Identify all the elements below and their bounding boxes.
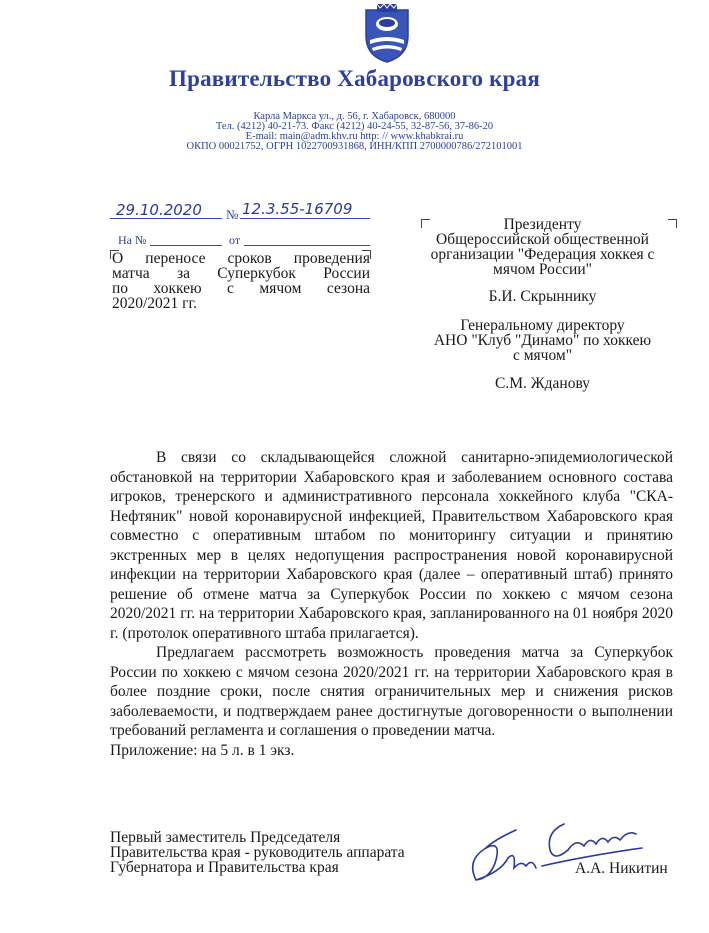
from-label: от — [229, 233, 241, 247]
handwritten-signature-icon — [446, 810, 646, 890]
position-line: Губернатора и Правительства края — [110, 859, 339, 876]
addressee-first-name: Б.И. Скрыннику — [488, 288, 597, 305]
attachment-note: Приложение: на 5 л. в 1 экз. — [110, 741, 295, 759]
subject-line: матча за Суперкубок России — [112, 265, 370, 282]
letterhead-codes: ОКПО 00021752, ОГРН 1022700931868, ИНН/КПП 2700000786/272101001 — [186, 141, 523, 152]
letterhead-title: Правительство Хабаровского края — [169, 66, 540, 91]
letterhead-phone: Тел. (4212) 40-21-73. Факс (4212) 40-24-55, 32-87-56, 37-86-20 — [215, 121, 494, 132]
subject-line: О переносе сроков проведения — [112, 250, 370, 267]
letterhead-address: Карла Маркса ул., д. 56, г. Хабаровск, 680000 — [253, 111, 456, 122]
body-paragraph-1: В связи со складывающейся сложной санитарно-эпидемиологической обстановкой на территории Хабаровского края и заболеванием основного состава игроков, тренерского и административного персонала хоккейного клуба "СКА-Нефтяник" новой коронавирусной инфекцией, Правительством Хабаровского края совместно с оперативным штабом по мониторингу ситуации и принятию экстренных мер в целях недопущения распространения новой коронавирусной инфекции на территории Хабаровского края (далее – оперативный штаб) принято решение об отмене матча за Суперкубок России по хоккею с мячом сезона 2020/2021 гг. на территории Хабаровского края, запланированного на 01 ноября 2020 г. (протолок оперативного штаба прилагается). — [110, 449, 673, 642]
subject-line: 2020/2021 гг. — [112, 295, 198, 312]
letterhead-email: E-mail: main@adm.khv.ru http: // www.khabkrai.ru — [245, 131, 464, 142]
ref-underline — [150, 245, 222, 246]
addressee-line: Генеральному директору — [460, 317, 625, 334]
date-underline — [110, 218, 222, 219]
addressee-line: Президенту — [503, 216, 582, 233]
addressee-line: Общероссийской общественной — [436, 231, 649, 248]
letter-body — [110, 448, 673, 760]
addressee-line: с мячом" — [512, 347, 573, 364]
addressee-line: организации "Федерация хоккея с — [430, 246, 655, 263]
addressee-second — [410, 318, 675, 363]
registration-number: 12.3.55-16709 — [242, 200, 353, 218]
signatory-position — [110, 830, 405, 875]
registration-date: 29.10.2020 — [116, 201, 202, 219]
position-line: Правительства края - руководитель аппарата — [110, 844, 405, 861]
from-underline — [244, 245, 370, 246]
body-paragraph-2: Предлагаем рассмотреть возможность проведения матча за Суперкубок России по хоккею с мячом сезона 2020/2021 гг. на территории Хабаровского края в более поздние сроки, после снятия ограничительных мер и снижения рисков заболеваемости, и подтверждаем ранее достигнутые договоренности о выполнении требований регламента и соглашения о проведении матча. — [110, 644, 673, 739]
signatory-name: А.А. Никитин — [575, 860, 668, 877]
number-underline — [240, 218, 370, 219]
addressee-line: мячом России" — [493, 261, 592, 278]
coat-of-arms-icon — [362, 4, 412, 64]
addressee-first — [410, 217, 675, 277]
ref-label: На № — [118, 233, 147, 247]
subject-block — [112, 251, 370, 311]
position-line: Первый заместитель Председателя — [110, 829, 341, 846]
subject-line: по хоккею с мячом сезона — [112, 280, 370, 297]
addressee-second-name: С.М. Жданову — [495, 375, 590, 392]
addressee-line: АНО "Клуб "Динамо" по хоккею — [433, 332, 652, 349]
number-label: № — [226, 207, 239, 222]
